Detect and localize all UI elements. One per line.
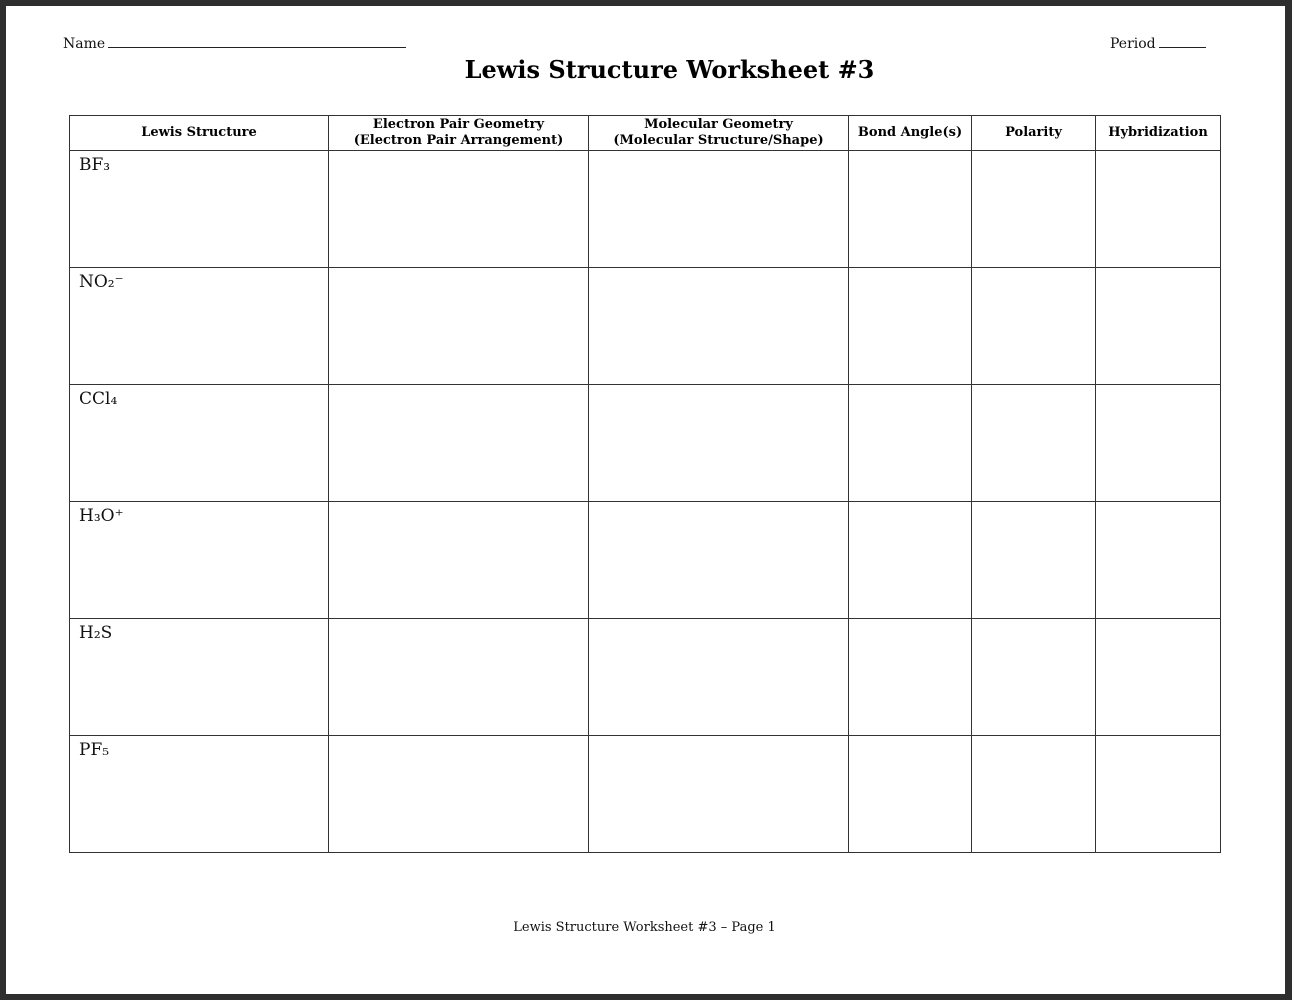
answer-cell[interactable] [589,151,849,268]
lewis-structure-cell[interactable] [70,385,329,502]
column-header-hybridization: Hybridization [1096,116,1221,151]
molecule-formula: PF₅ [79,740,110,760]
answer-cell[interactable] [589,736,849,853]
molecule-formula: CCl₄ [79,389,118,409]
answer-cell[interactable] [849,385,972,502]
answer-cell[interactable] [589,385,849,502]
table-row [70,385,1221,502]
answer-cell[interactable] [1096,385,1221,502]
period-label: Period [1110,36,1156,52]
name-field [63,36,406,52]
answer-cell[interactable] [1096,736,1221,853]
answer-cell[interactable] [972,385,1096,502]
column-header-polarity: Polarity [972,116,1096,151]
answer-cell[interactable] [329,385,589,502]
answer-cell[interactable] [329,619,589,736]
answer-cell[interactable] [849,151,972,268]
name-label: Name [63,36,106,52]
worksheet-table [69,115,1221,853]
answer-cell[interactable] [972,268,1096,385]
table-row [70,502,1221,619]
table-row [70,268,1221,385]
answer-cell[interactable] [329,151,589,268]
answer-cell[interactable] [972,151,1096,268]
column-header-bond-angles: Bond Angle(s) [849,116,972,151]
column-header-electron-pair-geometry: Electron Pair Geometry (Electron Pair Arrangement) [329,116,589,151]
worksheet-page [6,6,1285,994]
molecule-formula: H₃O⁺ [79,506,124,526]
column-header-lewis-structure: Lewis Structure [70,116,329,151]
page-title: Lewis Structure Worksheet #3 [464,55,875,84]
table-row [70,736,1221,853]
answer-cell[interactable] [589,268,849,385]
answer-cell[interactable] [849,268,972,385]
lewis-structure-cell[interactable] [70,151,329,268]
name-blank-line[interactable] [108,36,406,48]
answer-cell[interactable] [1096,268,1221,385]
column-header-molecular-geometry: Molecular Geometry (Molecular Structure/Shape) [589,116,849,151]
answer-cell[interactable] [329,502,589,619]
page-footer: Lewis Structure Worksheet #3 – Page 1 [513,920,776,935]
answer-cell[interactable] [972,736,1096,853]
answer-cell[interactable] [329,736,589,853]
molecule-formula: H₂S [79,623,113,643]
answer-cell[interactable] [589,502,849,619]
answer-cell[interactable] [849,619,972,736]
answer-cell[interactable] [589,619,849,736]
lewis-structure-cell[interactable] [70,619,329,736]
table-row [70,151,1221,268]
period-blank-line[interactable] [1159,36,1206,48]
table-row [70,619,1221,736]
answer-cell[interactable] [972,619,1096,736]
answer-cell[interactable] [1096,502,1221,619]
answer-cell[interactable] [1096,619,1221,736]
answer-cell[interactable] [329,268,589,385]
lewis-structure-cell[interactable] [70,268,329,385]
table-header-row [70,116,1221,151]
molecule-formula: BF₃ [79,155,111,175]
lewis-structure-cell[interactable] [70,736,329,853]
molecule-formula: NO₂⁻ [79,272,124,292]
answer-cell[interactable] [849,736,972,853]
answer-cell[interactable] [849,502,972,619]
answer-cell[interactable] [972,502,1096,619]
answer-cell[interactable] [1096,151,1221,268]
period-field [1110,36,1206,52]
lewis-structure-cell[interactable] [70,502,329,619]
